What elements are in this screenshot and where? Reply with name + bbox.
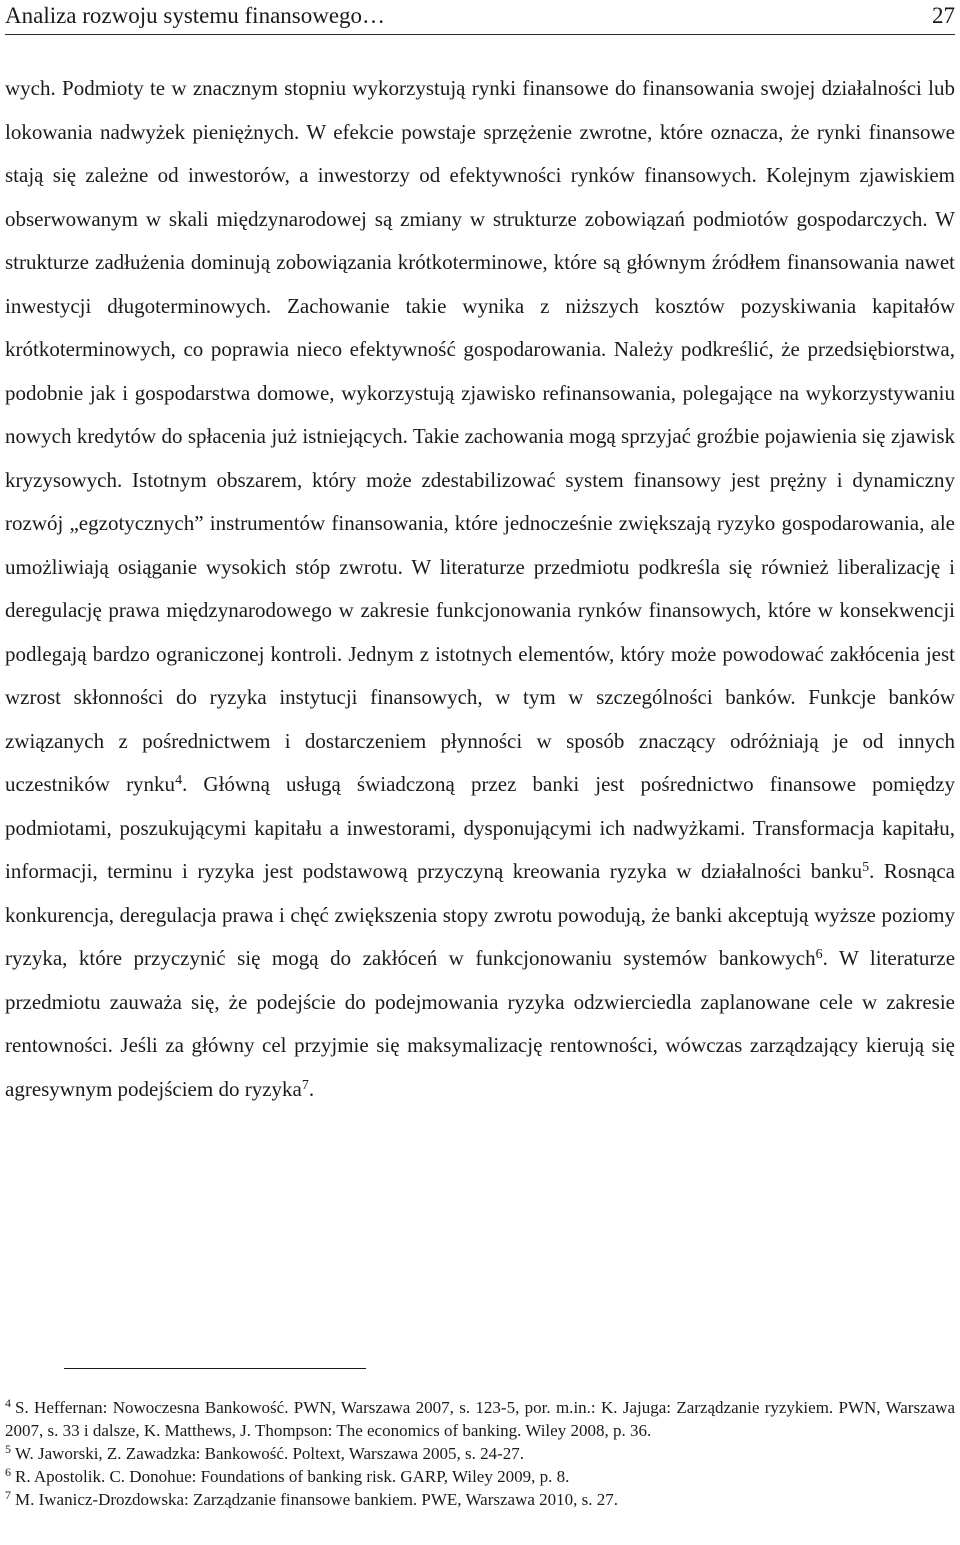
footnote-number: 4 bbox=[5, 1396, 11, 1410]
running-header bbox=[5, 0, 955, 35]
footnote-number: 5 bbox=[5, 1442, 11, 1456]
text-segment: . Rosnąca konkurencja, deregulacja prawa i chęć zwiększenia stopy zwrotu powodują, że banki akceptują wyższe poziomy ryzyka, które przyczynić się mogą do zakłóceń w funkcjonowaniu systemów bankowych bbox=[5, 859, 955, 970]
page-number: 27 bbox=[932, 3, 955, 28]
footnotes bbox=[5, 1396, 955, 1511]
text-segment: . bbox=[308, 1076, 315, 1101]
footnote-ref-4[interactable]: 4 bbox=[175, 773, 183, 788]
header-title: Analiza rozwoju systemu finansowego… bbox=[5, 3, 386, 28]
body-paragraph bbox=[5, 67, 955, 1111]
text-segment: . Główną usługą świadczoną przez banki jest pośrednictwo finansowe pomiędzy podmiotami, poszukującymi kapitału a inwestorami, dysponującymi ich nadwyżkami. Transformacja kapitału, informacji, terminu i ryzyka jest podstawową przyczyną kreowania ryzyka w działalności banku bbox=[5, 772, 955, 883]
footnote-ref-5[interactable]: 5 bbox=[862, 860, 870, 875]
footnote-6 bbox=[5, 1465, 955, 1488]
footnote-ref-6[interactable]: 6 bbox=[815, 947, 823, 962]
text-segment: wych. Podmioty te w znacznym stopniu wykorzystują rynki finansowe do finansowania swojej działalności lub lokowania nadwyżek pieniężnych. W efekcie powstaje sprzężenie zwrotne, które oznacza, że rynki finansowe stają się zależne od inwestorów, a inwestorzy od efektywności rynków finansowych. Kolejnym zjawiskiem obserwowanym w skali międzynarodowej są zmiany w strukturze zobowiązań podmiotów gospodarczych. W strukturze zadłużenia dominują zobowiązania krótkoterminowe, które są głównym źródłem finansowania nawet inwestycji długoterminowych. Zachowanie takie wynika z niższych kosztów pozyskiwania kapitałów krótkoterminowych, co poprawia nieco efektywność gospodarowania. Należy podkreślić, że przedsiębiorstwa, podobnie jak i gospodarstwa domowe, wykorzystują zjawisko refinansowania, polegające na wykorzystywaniu nowych kredytów do spłacenia już istniejących. Takie zachowania mogą sprzyjać groźbie pojawienia się zjawisk kryzysowych. Istotnym obszarem, który może zdestabilizować system finansowy jest prężny i dynamiczny rozwój „egzotycznych” instrumentów finansowania, które jednocześnie zwiększają ryzyko gospodarowania, ale umożliwiają osiąganie wysokich stóp zwrotu. W literaturze przedmiotu podkreśla się również liberalizację i deregulację prawa międzynarodowego w zakresie funkcjonowania rynków finansowych, które w konsekwencji podlegają bardzo ograniczonej kontroli. Jednym z istotnych elementów, który może powodować zakłócenia jest wzrost skłonności do ryzyka instytucji finansowych, w tym w szczególności banków. Funkcje banków związanych z pośrednictwem i dostarczeniem płynności w sposób znaczący odróżniają je od innych uczestników rynku bbox=[5, 76, 955, 796]
footnote-text: W. Jaworski, Z. Zawadzka: Bankowość. Poltext, Warszawa 2005, s. 24-27. bbox=[15, 1444, 525, 1463]
footnote-ref-7[interactable]: 7 bbox=[301, 1077, 309, 1093]
footnote-number: 7 bbox=[5, 1488, 11, 1502]
footnote-separator bbox=[64, 1368, 366, 1369]
footnote-5 bbox=[5, 1442, 955, 1465]
footnote-7 bbox=[5, 1488, 955, 1511]
footnote-number: 6 bbox=[5, 1465, 11, 1479]
body-text bbox=[5, 67, 955, 1111]
text-segment: . W literaturze przedmiotu zauważa się, że podejście do podejmowania ryzyka odzwierciedla zaplanowane cele w zakresie rentowności. Jeśli za główny cel przyjmie się maksymalizację rentowności, wówczas zarządzający kierują się agresywnym podejściem do ryzyka bbox=[5, 946, 956, 1101]
footnote-text: R. Apostolik. C. Donohue: Foundations of banking risk. GARP, Wiley 2009, p. 8. bbox=[15, 1467, 570, 1486]
footnote-text: M. Iwanicz-Drozdowska: Zarządzanie finansowe bankiem. PWE, Warszawa 2010, s. 27. bbox=[15, 1490, 619, 1509]
footnote-text: S. Heffernan: Nowoczesna Bankowość. PWN, Warszawa 2007, s. 123-5, por. m.in.: K. Jajuga: Zarządzanie ryzykiem. PWN, Warszawa 2007, s. 33 i dalsze, K. Matthews, J. Thompson: The economics of banking. Wiley 2008, p. 36. bbox=[5, 1398, 955, 1440]
footnote-4 bbox=[5, 1396, 955, 1442]
